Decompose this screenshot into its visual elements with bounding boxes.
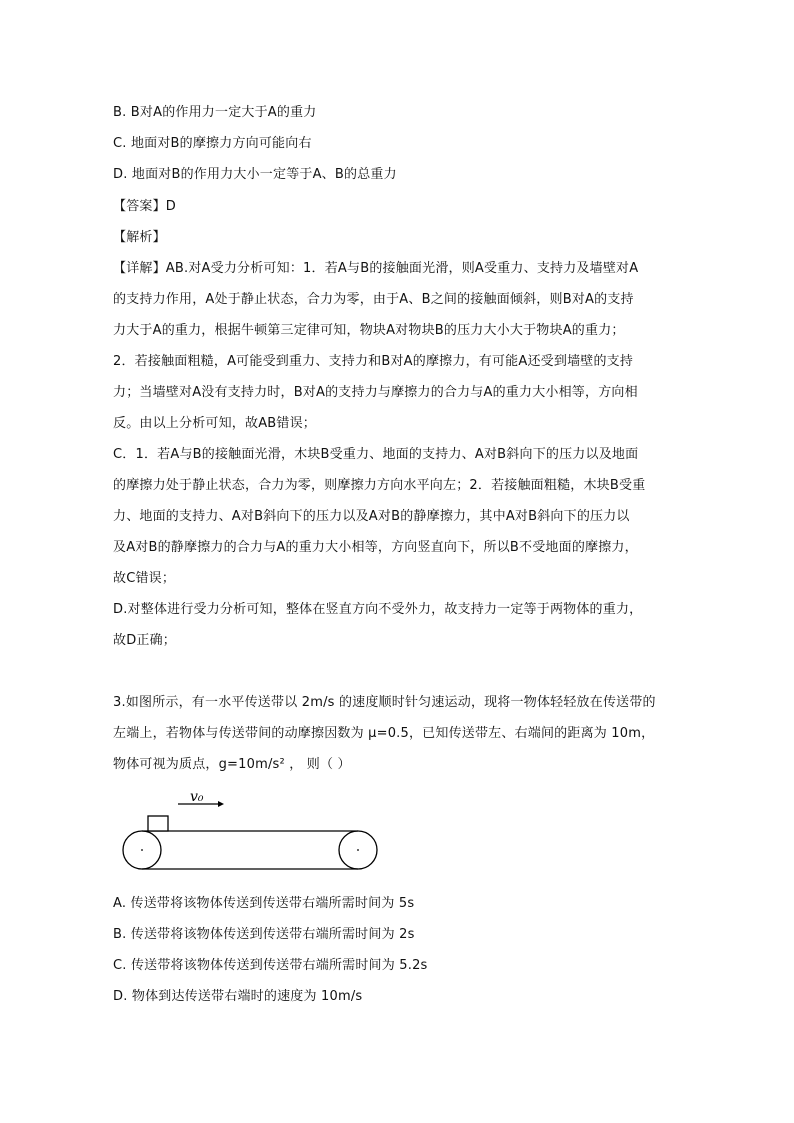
left-pulley-center — [141, 849, 143, 851]
question-3-line: 物体可视为质点，g=10m/s² ， 则（ ） — [113, 757, 351, 772]
question-3-line: 左端上，若物体与传送带间的动摩擦因数为 μ=0.5，已知传送带左、右端间的距离为 10m， — [113, 726, 655, 741]
option-c-prev: C. 地面对B的摩擦力方向可能向右 — [113, 136, 312, 151]
analysis-line: 故C错误； — [113, 571, 176, 586]
analysis-line: 力大于A的重力，根据牛顿第三定律可知，物块A对物块B的压力大小大于物块A的重力； — [113, 323, 625, 338]
analysis-line: D.对整体进行受力分析可知，整体在竖直方向不受外力，故支持力一定等于两物体的重力， — [113, 602, 643, 617]
analysis-line: 的摩擦力处于静止状态，合力为零，则摩擦力方向水平向左；2．若接触面粗糙，木块B受重 — [113, 478, 646, 493]
answer-line: 【答案】D — [113, 199, 177, 214]
right-pulley-center — [357, 849, 359, 851]
option-c: C. 传送带将该物体传送到传送带右端所需时间为 5.2s — [113, 958, 428, 973]
analysis-line: 2．若接触面粗糙，A可能受到重力、支持力和B对A的摩擦力，有可能A还受到墙壁的支持 — [113, 354, 634, 369]
analysis-line: 【详解】AB.对A受力分析可知：1．若A与B的接触面光滑，则A受重力、支持力及墙壁对A — [113, 261, 639, 276]
velocity-label: v₀ — [190, 790, 204, 805]
analysis-line: C．1．若A与B的接触面光滑，木块B受重力、地面的支持力、A对B斜向下的压力以及地面 — [113, 447, 639, 462]
analysis-line: 力；当墙壁对A没有支持力时，B对A的支持力与摩擦力的合力与A的重力大小相等，方向相 — [113, 385, 638, 400]
option-d-prev: D. 地面对B的作用力大小一定等于A、B的总重力 — [113, 167, 397, 182]
analysis-line: 故D正确； — [113, 633, 177, 648]
velocity-arrow-head — [218, 801, 224, 807]
conveyor-belt-figure — [118, 790, 388, 875]
analysis-line: 力、地面的支持力、A对B斜向下的压力以及A对B的静摩擦力，其中A对B斜向下的压力以 — [113, 509, 630, 524]
analysis-heading: 【解析】 — [113, 230, 166, 245]
analysis-line: 的支持力作用，A处于静止状态，合力为零，由于A、B之间的接触面倾斜，则B对A的支持 — [113, 292, 634, 307]
analysis-line: 反。由以上分析可知，故AB错误； — [113, 416, 317, 431]
option-d: D. 物体到达传送带右端时的速度为 10m/s — [113, 989, 363, 1004]
option-a: A. 传送带将该物体传送到传送带右端所需时间为 5s — [113, 896, 415, 911]
block-object — [148, 816, 168, 831]
option-b: B. 传送带将该物体传送到传送带右端所需时间为 2s — [113, 927, 415, 942]
analysis-line: 及A对B的静摩擦力的合力与A的重力大小相等，方向竖直向下，所以B不受地面的摩擦力， — [113, 540, 638, 555]
option-b-prev: B. B对A的作用力一定大于A的重力 — [113, 105, 317, 120]
question-3-line: 3.如图所示，有一水平传送带以 2m/s 的速度顺时针匀速运动，现将一物体轻轻放在传送带的 — [113, 695, 656, 710]
